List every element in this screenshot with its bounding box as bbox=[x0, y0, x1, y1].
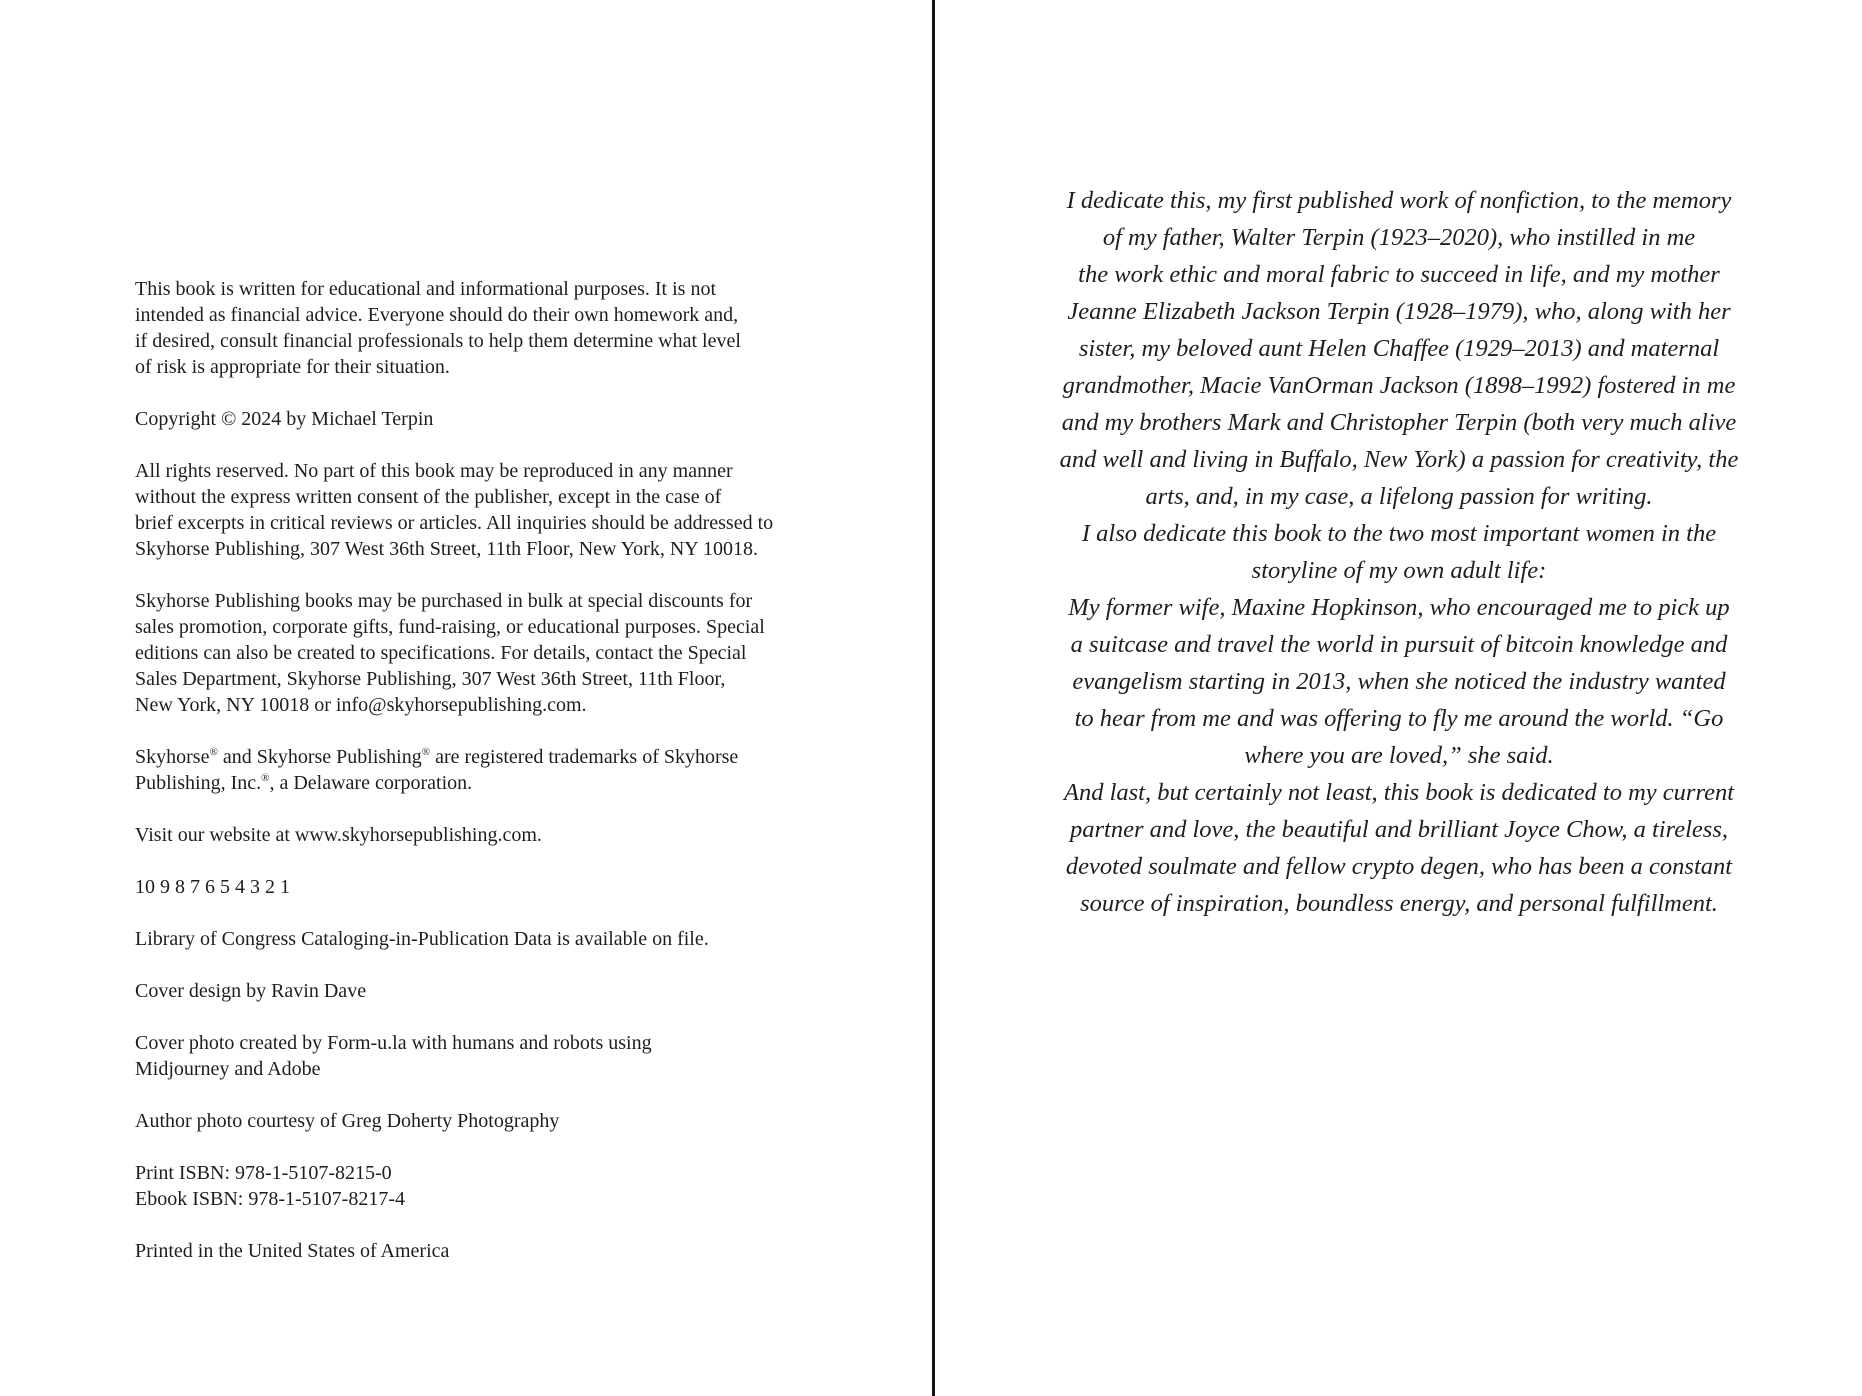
registered-mark: ® bbox=[421, 746, 431, 758]
dedication-paragraph-3: My former wife, Maxine Hopkinson, who encouraged me to pick up a suitcase and travel the world in pursuit of bitcoin knowledge and evangelism starting in 2013, when she noticed the industry wanted to hear from me and was offering to fly me around the world. “Go where you are loved,” she said. bbox=[1068, 594, 1730, 769]
trademark-text-2: and Skyhorse Publishing bbox=[217, 746, 422, 768]
dedication-paragraph-4: And last, but certainly not least, this book is dedicated to my current partner and love, the beautiful and brilliant Joyce Chow, a tireless, devoted soulmate and fellow crypto degen, who has been a constant source of inspiration, boundless energy, and personal fulfillment. bbox=[1063, 779, 1735, 917]
trademark-paragraph bbox=[135, 744, 815, 796]
cip-line: Library of Congress Cataloging-in-Publication Data is available on file. bbox=[135, 928, 709, 950]
isbn-block: Print ISBN: 978-1-5107-8215-0 Ebook ISBN: 978-1-5107-8217-4 bbox=[135, 1162, 405, 1210]
registered-mark: ® bbox=[261, 772, 270, 784]
copyright-notice: Copyright © 2024 by Michael Terpin bbox=[135, 408, 434, 430]
bulk-sales-paragraph: Skyhorse Publishing books may be purchased in bulk at special discounts for sales promotion, corporate gifts, fund-raising, or educational purposes. Special editions can also be created to specifications. For details, contact the Special Sales Department, Skyhorse Publishing, 307 West 36th Street, 11th Floor, New York, NY 10018 or info@skyhorsepublishing.com. bbox=[135, 590, 765, 716]
registered-mark: ® bbox=[209, 746, 218, 758]
copyright-text-block bbox=[135, 276, 815, 1290]
page-gutter-divider bbox=[932, 0, 935, 1396]
printed-in-line: Printed in the United States of America bbox=[135, 1240, 450, 1262]
trademark-text-3: are registered trademarks of Skyhorse Publishing, Inc. bbox=[135, 746, 739, 794]
trademark-text-4: , a Delaware corporation. bbox=[269, 772, 473, 794]
author-photo-credit: Author photo courtesy of Greg Doherty Photography bbox=[135, 1110, 560, 1132]
dedication-page bbox=[936, 0, 1862, 1396]
website-line: Visit our website at www.skyhorsepublishing.com. bbox=[135, 824, 542, 846]
dedication-paragraph-1: I dedicate this, my first published work of nonfiction, to the memory of my father, Walter Terpin (1923–2020), who instilled in me the work ethic and moral fabric to succeed in life, and my mother Jeanne Elizabeth Jackson Terpin (1928–1979), who, along with her sister, my beloved aunt Helen Chaffee (1929–2013) and maternal grandmother, Macie VanOrman Jackson (1898–1992) fostered in me and my brothers Mark and Christopher Terpin (both very much alive and well and living in Buffalo, New York) a passion for creativity, the arts, and, in my case, a lifelong passion for writing. bbox=[1059, 187, 1739, 510]
cover-photo-credit: Cover photo created by Form-u.la with humans and robots using Midjourney and Adobe bbox=[135, 1032, 652, 1080]
printing-number-line: 10 9 8 7 6 5 4 3 2 1 bbox=[135, 876, 290, 898]
disclaimer-paragraph: This book is written for educational and informational purposes. It is not intended as financial advice. Everyone should do their own homework and, if desired, consult financial professionals to help them determine what level of risk is appropriate for their situation. bbox=[135, 278, 741, 378]
dedication-text-block bbox=[936, 182, 1862, 922]
trademark-text-1: Skyhorse bbox=[135, 746, 210, 768]
cover-design-credit: Cover design by Ravin Dave bbox=[135, 980, 367, 1002]
dedication-paragraph-2: I also dedicate this book to the two most important women in the storyline of my own adult life: bbox=[1081, 520, 1717, 584]
rights-paragraph: All rights reserved. No part of this book may be reproduced in any manner without the express written consent of the publisher, except in the case of brief excerpts in critical reviews or articles. All inquiries should be addressed to Skyhorse Publishing, 307 West 36th Street, 11th Floor, New York, NY 10018. bbox=[135, 460, 774, 560]
